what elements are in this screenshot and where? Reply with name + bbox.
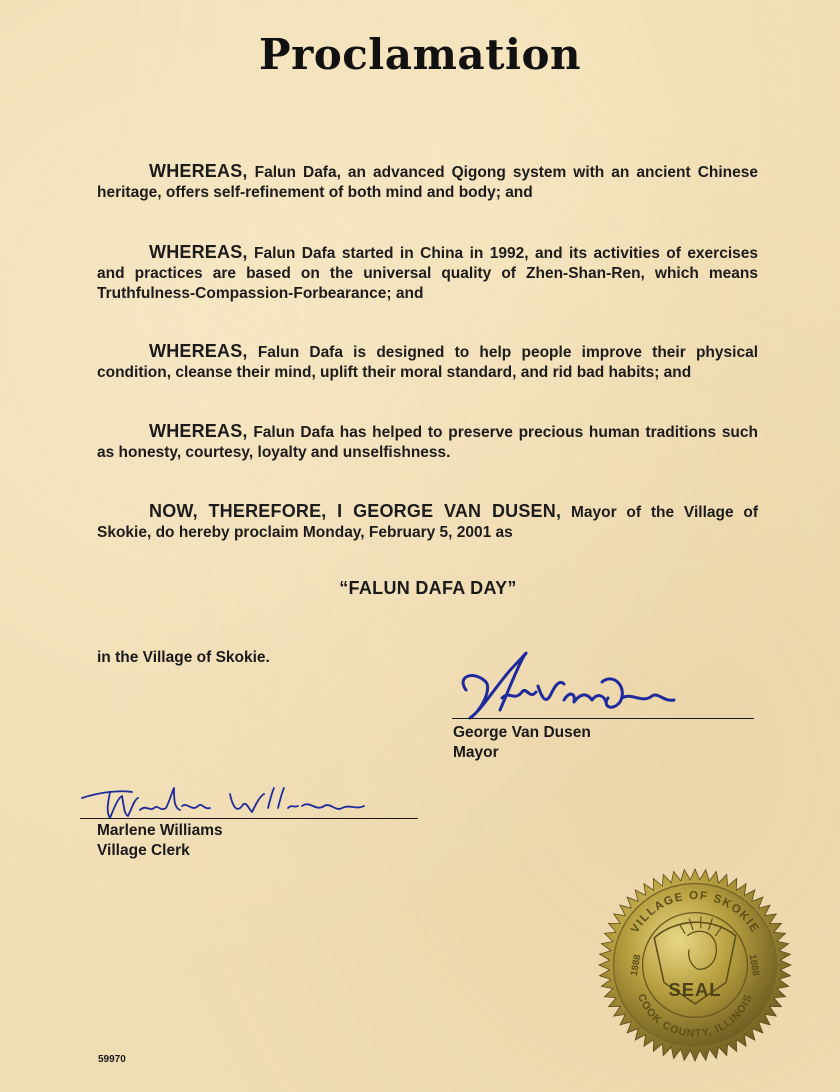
paragraph-lead: WHEREAS, bbox=[149, 421, 248, 441]
proclaimed-day-name: “FALUN DAFA DAY” bbox=[339, 578, 517, 598]
paragraph-body: Falun Dafa has helped to preserve precious human traditions such as honesty, courtesy, loyalty and unselfishness. bbox=[97, 424, 758, 461]
clerk-signature-line bbox=[80, 818, 418, 819]
document-number: 59970 bbox=[98, 1054, 126, 1065]
closing-line: in the Village of Skokie. bbox=[97, 649, 270, 666]
mayor-title: Mayor bbox=[453, 744, 499, 761]
paragraph-body: Falun Dafa is designed to help people improve their physical condition, cleanse their mind, uplift their moral standard, and rid bad habits; and bbox=[97, 344, 758, 381]
village-seal bbox=[598, 868, 792, 1062]
paragraph-lead: WHEREAS, bbox=[149, 341, 248, 361]
mayor-signature bbox=[452, 640, 682, 725]
whereas-paragraph-3 bbox=[97, 341, 758, 383]
whereas-paragraph-4 bbox=[97, 421, 758, 463]
mayor-signature-line bbox=[452, 718, 754, 719]
whereas-paragraph-2 bbox=[97, 242, 758, 304]
paragraph-lead: NOW, THEREFORE, I GEORGE VAN DUSEN, bbox=[149, 501, 562, 521]
seal-top-text: VILLAGE OF SKOKIE bbox=[628, 888, 762, 936]
clerk-title: Village Clerk bbox=[97, 842, 190, 859]
paragraph-body: Falun Dafa started in China in 1992, and its activities of exercises and practices are based on the universal quality of Zhen-Shan-Ren, which means Truthfulness-Compassion-Forbearance; and bbox=[97, 245, 758, 302]
seal-year-right: 1888 bbox=[746, 953, 762, 977]
seal-year-left: 1888 bbox=[628, 953, 644, 977]
proclamation-title: Proclamation bbox=[258, 30, 582, 79]
paragraph-body: Mayor of the Village of Skokie, do hereby proclaim Monday, February 5, 2001 as bbox=[97, 504, 759, 541]
whereas-paragraph-1 bbox=[97, 161, 758, 203]
seal-word: SEAL bbox=[668, 979, 722, 1001]
clerk-name: Marlene Williams bbox=[97, 822, 223, 839]
paragraph-lead: WHEREAS, bbox=[149, 242, 248, 262]
seal-bottom-text: COOK COUNTY, ILLINOIS bbox=[634, 992, 755, 1040]
mayor-name: George Van Dusen bbox=[453, 724, 591, 741]
therefore-paragraph bbox=[97, 501, 758, 543]
paragraph-body: Falun Dafa, an advanced Qigong system with an ancient Chinese heritage, offers self-refinement of both mind and body; and bbox=[97, 164, 758, 201]
paragraph-lead: WHEREAS, bbox=[149, 161, 248, 181]
